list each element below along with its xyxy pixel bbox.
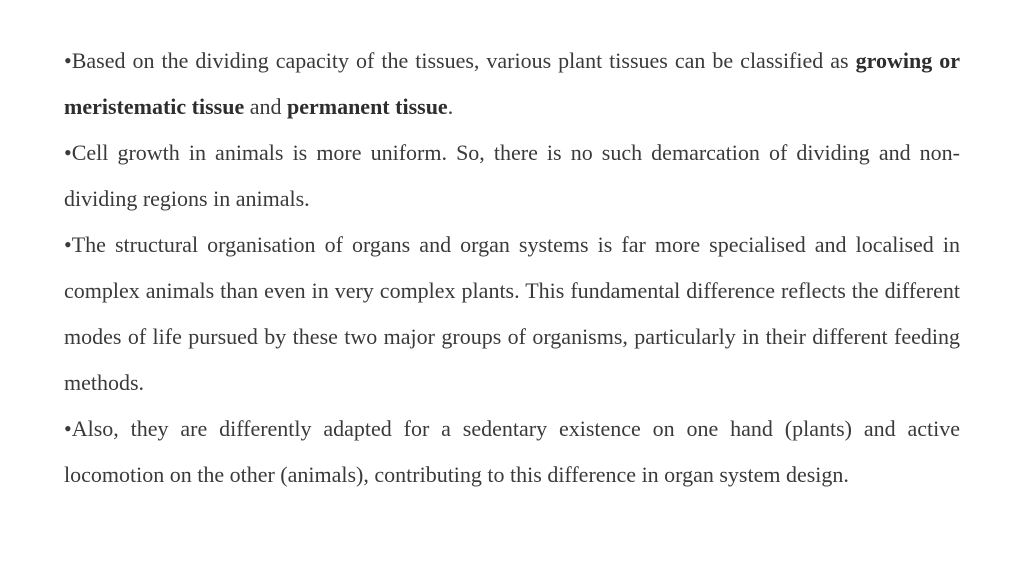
bullet-marker: • bbox=[64, 140, 72, 165]
bullet-marker: • bbox=[64, 232, 72, 257]
bullet-1-bold-permanent: permanent tissue bbox=[286, 94, 448, 119]
bullet-3-text: The structural organisation of organs and organ systems is far more specialised and localised in complex animals than even in very complex plants. This fundamental difference reflects the different modes of life pursued by these two major groups of organisms, particularly in their different feeding methods. bbox=[64, 232, 960, 395]
bullet-4-text: Also, they are differently adapted for a sedentary existence on one hand (plants) and active locomotion on the other (animals), contributing to this difference in organ system design. bbox=[64, 416, 960, 487]
bullet-1-text-b: and bbox=[244, 94, 287, 119]
bullet-1-text-c: . bbox=[447, 94, 454, 119]
bullet-marker: • bbox=[64, 416, 72, 441]
bullet-1-text-a: Based on the dividing capacity of the tissues, various plant tissues can be classified as bbox=[71, 48, 856, 73]
bullet-1-bold-meristematic: growing or meristematic tissue bbox=[64, 48, 960, 119]
bullet-4 bbox=[64, 406, 960, 498]
bullet-2 bbox=[64, 130, 960, 222]
bullet-3 bbox=[64, 222, 960, 406]
bullet-marker: • bbox=[64, 48, 72, 73]
bullet-1 bbox=[64, 38, 960, 130]
bullet-2-text: Cell growth in animals is more uniform. So, there is no such demarcation of dividing and non-dividing regions in animals. bbox=[64, 140, 960, 211]
